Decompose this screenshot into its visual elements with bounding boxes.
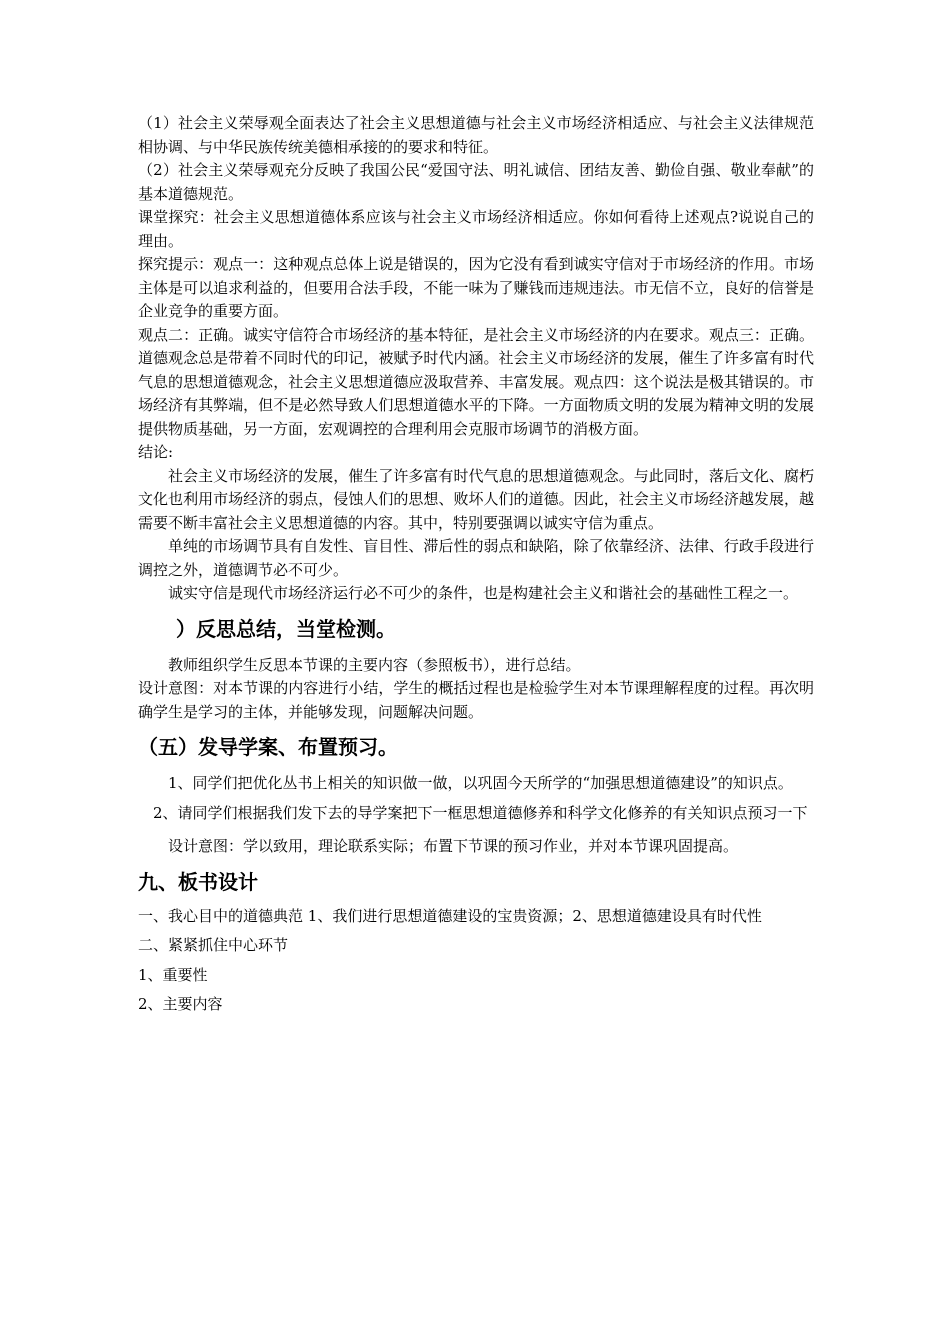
- paragraph-task-2: 2、请同学们根据我们发下去的导学案把下一框思想道德修养和科学文化修养的有关知识点预习一下: [153, 803, 808, 822]
- paragraph-rongru-1: （1）社会主义荣辱观全面表达了社会主义思想道德与社会主义市场经济相适应、与社会主义法律规范相协调、与中华民族传统美德相承接的的要求和特征。: [138, 114, 814, 156]
- document-page: [138, 112, 814, 1023]
- paragraph-reflect-1: 教师组织学生反思本节课的主要内容（参照板书），进行总结。: [168, 655, 581, 674]
- paragraph-viewpoints: 观点二：正确。诚实守信符合市场经济的基本特征，是社会主义市场经济的内在要求。观点三：正确。道德观念总是带着不同时代的印记，被赋予时代内涵。社会主义市场经济的发展，催生了许多富有时代气息的思想道德观念，社会主义思想道德应汲取营养、丰富发展。观点四：这个说法是极其错误的。市场经济有其弊端，但不是必然导致人们思想道德水平的下降。一方面物质文明的发展为精神文明的发展提供物质基础，另一方面，宏观调控的合理利用会克服市场调节的消极方面。: [138, 325, 814, 438]
- paragraph-task-1: 1、同学们把优化丛书上相关的知识做一做，以巩固今天所学的“加强思想道德建设”的知识点。: [168, 774, 793, 792]
- paragraph-conclusion-label: 结论:: [138, 443, 174, 461]
- paragraph-inquiry-hint: 探究提示：观点一：这种观点总体上说是错误的，因为它没有看到诚实守信对于市场经济的作用。市场主体是可以追求利益的，但要用合法手段，不能一味为了赚钱而违规违法。市无信不立，良好的信誉是企业竞争的重要方面。: [138, 255, 814, 320]
- paragraph-conclusion-3: 诚实守信是现代市场经济运行必不可少的条件，也是构建社会主义和谐社会的基础性工程之一。: [168, 584, 799, 602]
- board-line-2: 二、紧紧抓住中心环节: [138, 936, 289, 954]
- board-line-3: 1、重要性: [138, 965, 208, 984]
- heading-section-five: （五）发导学案、布置预习。: [138, 735, 398, 759]
- paragraph-task-design: 设计意图：学以致用，理论联系实际；布置下节课的预习作业，并对本节课巩固提高。: [168, 837, 739, 855]
- heading-board-design: 九、板书设计: [138, 869, 258, 894]
- paragraph-reflect-design: 设计意图：对本节课的内容进行小结，学生的概括过程也是检验学生对本节课理解程度的过程。再次明确学生是学习的主体，并能够发现，问题解决问题。: [138, 679, 814, 721]
- paragraph-class-inquiry: 课堂探究：社会主义思想道德体系应该与社会主义市场经济相适应。你如何看待上述观点?说说自己的理由。: [138, 208, 814, 250]
- paragraph-conclusion-1: 社会主义市场经济的发展，催生了许多富有时代气息的思想道德观念。与此同时，落后文化、腐朽文化也利用市场经济的弱点，侵蚀人们的思想、败坏人们的道德。因此，社会主义市场经济越发展，越需要不断丰富社会主义思想道德的内容。其中，特别要强调以诚实守信为重点。: [138, 466, 814, 532]
- heading-reflect-summary: ）反思总结，当堂检测。: [176, 616, 396, 641]
- board-line-4: 2、主要内容: [138, 995, 223, 1013]
- board-line-1: 一、我心目中的道德典范 1、我们进行思想道德建设的宝贵资源；2、思想道德建设具有时代性: [138, 906, 762, 925]
- paragraph-conclusion-2: 单纯的市场调节具有自发性、盲目性、滞后性的弱点和缺陷，除了依靠经济、法律、行政手段进行调控之外，道德调节必不可少。: [138, 537, 814, 579]
- paragraph-rongru-2: （2）社会主义荣辱观充分反映了我国公民“爱国守法、明礼诚信、团结友善、勤俭自强、敬业奉献”的基本道德规范。: [138, 161, 814, 203]
